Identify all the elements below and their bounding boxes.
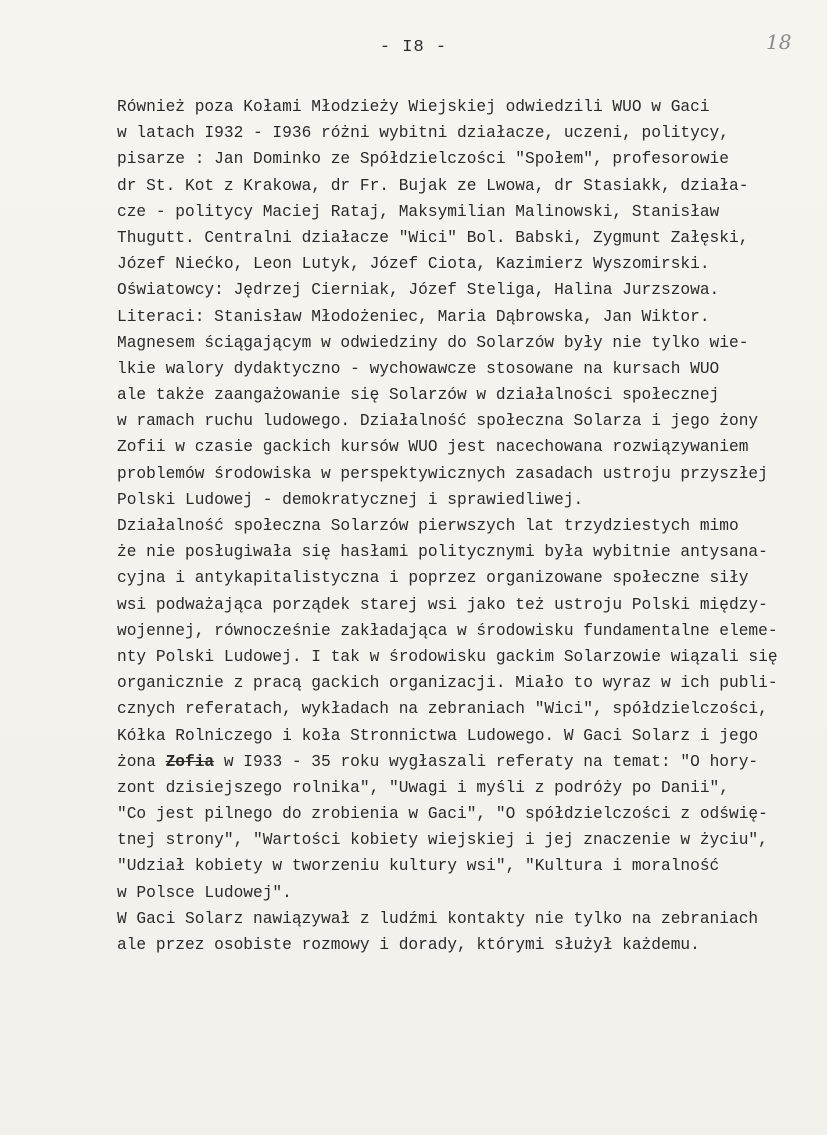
paragraph-contacts bbox=[117, 906, 797, 958]
text-line: nty Polski Ludowej. I tak w środowisku gackim Solarzowie wiązali się bbox=[117, 647, 778, 666]
struck-out-word: Zofia bbox=[165, 752, 215, 771]
text-line: Thugutt. Centralni działacze "Wici" Bol. Babski, Zygmunt Załęski, bbox=[117, 228, 749, 247]
text-line: Literaci: Stanisław Młodożeniec, Maria Dąbrowska, Jan Wiktor. bbox=[117, 307, 710, 326]
text-line: "Udział kobiety w tworzeniu kultury wsi", "Kultura i moralność bbox=[117, 857, 720, 876]
text-line: tnej strony", "Wartości kobiety wiejskiej i jej znaczenie w życiu", bbox=[117, 831, 768, 850]
text-line: dr St. Kot z Krakowa, dr Fr. Bujak ze Lwowa, dr Stasiakk, działa- bbox=[117, 176, 749, 195]
text-line: Działalność społeczna Solarzów pierwszych lat trzydziestych mimo bbox=[117, 517, 739, 535]
text-line: wsi podważająca porządek starej wsi jako też ustroju Polski między- bbox=[117, 595, 768, 614]
text-line: ale przez osobiste rozmowy i dorady, którymi służył każdemu. bbox=[117, 936, 700, 954]
text-line-with-strikeout bbox=[117, 749, 797, 775]
text-line: cze - politycy Maciej Rataj, Maksymilian Malinowski, Stanisław bbox=[117, 202, 720, 221]
text-line: W Gaci Solarz nawiązywał z ludźmi kontakty nie tylko na zebraniach bbox=[117, 909, 759, 928]
text-line: Kółka Rolniczego i koła Stronnictwa Ludowego. W Gaci Solarz i jego bbox=[117, 726, 759, 745]
text-line: ale także zaangażowanie się Solarzów w działalności społecznej bbox=[117, 386, 720, 405]
text-line: wojennej, równocześnie zakładająca w środowisku fundamentalne eleme- bbox=[117, 621, 778, 640]
text-line: w ramach ruchu ludowego. Działalność społeczna Solarza i jego żony bbox=[117, 412, 759, 431]
text-line: Oświatowcy: Jędrzej Cierniak, Józef Steliga, Halina Jurzszowa. bbox=[117, 281, 720, 300]
text-line: problemów środowiska w perspektywicznych zasadach ustroju przyszłej bbox=[117, 464, 768, 483]
text-line: Zofii w czasie gackich kursów WUO jest nacechowana rozwiązywaniem bbox=[117, 438, 749, 457]
text-line: organicznie z pracą gackich organizacji. Miało to wyraz w ich publi- bbox=[117, 674, 778, 693]
text-line: zont dzisiejszego rolnika", "Uwagi i myśli z podróży po Danii", bbox=[117, 778, 729, 797]
handwritten-page-number: 18 bbox=[766, 30, 792, 54]
text-line: Polski Ludowej - demokratycznej i sprawiedliwej. bbox=[117, 490, 584, 509]
text-line: Magnesem ściągającym w odwiedziny do Solarzów były nie tylko wie- bbox=[117, 333, 749, 352]
text-line: w Polsce Ludowej". bbox=[117, 883, 292, 902]
paragraph-social-activity bbox=[117, 513, 797, 906]
text-line: w latach I932 - I936 różni wybitni działacze, uczeni, politycy, bbox=[117, 124, 729, 143]
body-text bbox=[117, 94, 797, 958]
text-line: lkie walory dydaktyczno - wychowawcze stosowane na kursach WUO bbox=[117, 359, 720, 378]
text-line: Józef Niećko, Leon Lutyk, Józef Ciota, Kazimierz Wyszomirski. bbox=[117, 255, 710, 274]
paragraph-visitors bbox=[117, 94, 797, 513]
text-fragment: w I933 - 35 roku wygłaszali referaty na temat: "O hory- bbox=[214, 752, 759, 771]
text-line: cznych referatach, wykładach na zebraniach "Wici", spółdzielczości, bbox=[117, 700, 768, 719]
text-line: że nie posługiwała się hasłami politycznymi była wybitnie antysana- bbox=[117, 543, 768, 562]
page-number: - I8 - bbox=[379, 38, 448, 57]
text-fragment: żona bbox=[117, 752, 166, 771]
text-line: pisarze : Jan Dominko ze Spółdzielczości "Społem", profesorowie bbox=[117, 150, 729, 169]
text-line: Również poza Kołami Młodzieży Wiejskiej odwiedzili WUO w Gaci bbox=[117, 98, 710, 116]
text-line: cyjna i antykapitalistyczna i poprzez organizowane społeczne siły bbox=[117, 569, 749, 588]
text-line: "Co jest pilnego do zrobienia w Gaci", "O spółdzielczości z odświę- bbox=[117, 805, 768, 824]
